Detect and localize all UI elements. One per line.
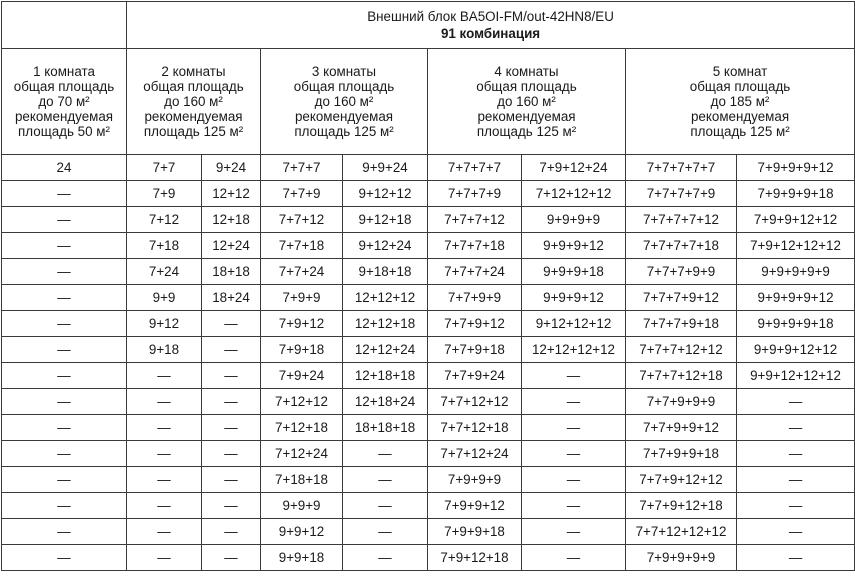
table-cell: — [2,337,127,363]
table-cell: 9+9+24 [343,155,428,181]
table-cell: 7+7+9+9+12 [626,415,737,441]
table-cell: — [522,493,626,519]
table-cell: 7+24 [127,259,202,285]
table-cell: 9+12+18 [343,207,428,233]
table-row [2,155,855,181]
table-row [2,285,855,311]
table-cell: — [2,415,127,441]
table-cell: 9+9+9+9+9 [737,259,855,285]
table-cell: — [737,493,855,519]
table-cell: — [2,519,127,545]
table-cell: 7+9+12+24 [522,155,626,181]
table-cell: 7+7+7+7+12 [626,207,737,233]
table-cell: 7+7+12+18 [428,415,522,441]
table-cell: 7+7+9+9+9 [626,389,737,415]
header-1-room [2,49,127,155]
table-cell: 7+7+18 [261,233,343,259]
table-body [2,155,855,571]
table-cell: 9+9+12+12+12 [737,363,855,389]
table-cell: 7+12+12 [261,389,343,415]
table-cell: 7+9+18 [261,337,343,363]
table-cell: — [522,415,626,441]
table-cell: 12+12+18 [343,311,428,337]
table-cell: 7+9+9+9+12 [737,155,855,181]
header-4-rooms-text: 4 комнаты общая площадь до 160 м² рекомендуемая площадь 125 м² [476,64,577,139]
table-row [2,389,855,415]
table-cell: 9+9+9+18 [522,259,626,285]
table-cell: — [127,467,202,493]
table-cell: 7+7+9+12 [428,311,522,337]
table-cell: — [737,467,855,493]
table-cell: 7+7+7+9 [428,181,522,207]
table-row [2,181,855,207]
table-row [2,259,855,285]
table-cell: 7+7+12+24 [428,441,522,467]
table-cell: 9+9+9+12 [522,233,626,259]
table-cell: 18+24 [202,285,261,311]
header-4-rooms [428,49,626,155]
table-cell: — [2,311,127,337]
table-cell: — [343,519,428,545]
table-cell: 9+12+12+12 [522,311,626,337]
table-cell: 18+18 [202,259,261,285]
table-cell: 7+18+18 [261,467,343,493]
table-cell: — [522,389,626,415]
corner-cell [2,2,127,49]
table-cell: 9+9 [127,285,202,311]
table-row [2,311,855,337]
table-cell: — [522,441,626,467]
table-cell: 7+7 [127,155,202,181]
table-cell: 7+9+12 [261,311,343,337]
table-cell: 7+7+7+18 [428,233,522,259]
header-5-rooms [626,49,855,155]
table-cell: 9+12 [127,311,202,337]
table-cell: — [202,441,261,467]
table-cell: 7+7+12+12+12 [626,519,737,545]
table-cell: 9+9+9+12 [522,285,626,311]
table-cell: 7+9+12+12+12 [737,233,855,259]
table-cell: 7+12+18 [261,415,343,441]
table-cell: — [2,259,127,285]
table-cell: — [202,493,261,519]
table-cell: 7+9+9+18 [428,519,522,545]
table-cell: 7+12 [127,207,202,233]
outdoor-unit-title: Внешний блок BA5OI-FM/out-42HN8/EU [367,9,614,24]
table-cell: 9+9+12 [261,519,343,545]
table-cell: — [202,337,261,363]
table-cell: 7+7+9+12+18 [626,493,737,519]
table-row [2,519,855,545]
title-row [2,2,855,49]
table-row [2,545,855,571]
table-cell: — [522,519,626,545]
table-cell: 9+9+9+9+18 [737,311,855,337]
table-cell: 7+7+7 [261,155,343,181]
table-row [2,493,855,519]
table-cell: — [737,415,855,441]
table-cell: 7+12+24 [261,441,343,467]
table-cell: — [522,363,626,389]
table-cell: 7+7+7+7 [428,155,522,181]
table-row [2,415,855,441]
table-cell: 12+12+12+12 [522,337,626,363]
header-row [2,49,855,155]
table-cell: 7+9+9+12+12 [737,207,855,233]
table-cell: 7+7+9+12+12 [626,467,737,493]
table-cell: — [127,389,202,415]
table-cell: 9+12+24 [343,233,428,259]
table-cell: — [343,441,428,467]
table-cell: — [343,467,428,493]
table-cell: 7+7+9+18 [428,337,522,363]
table-cell: 7+9+9+9+9 [626,545,737,571]
table-cell: — [2,545,127,571]
table-cell: 7+9+24 [261,363,343,389]
header-3-rooms-text: 3 комнаты общая площадь до 160 м² рекомендуемая площадь 125 м² [293,64,395,139]
table-cell: 9+18 [127,337,202,363]
table-cell: 12+12+24 [343,337,428,363]
table-row [2,337,855,363]
table-cell: 7+7+7+7+18 [626,233,737,259]
header-5-rooms-text: 5 комнат общая площадь до 185 м² рекомендуемая площадь 125 м² [689,64,791,139]
table-cell: 9+9+9+9 [522,207,626,233]
table-row [2,233,855,259]
header-1-room-text: 1 комната общая площадь до 70 м² рекомендуемая площадь 50 м² [13,64,115,139]
table-cell: — [2,207,127,233]
table-cell: — [202,363,261,389]
table-cell: — [737,389,855,415]
table-cell: 7+7+7+12+18 [626,363,737,389]
table-cell: 9+18+18 [343,259,428,285]
table-cell: — [202,415,261,441]
table-cell: — [127,519,202,545]
table-cell: — [2,181,127,207]
table-cell: — [202,467,261,493]
table-cell: — [2,363,127,389]
combinations-table [1,1,855,571]
table-cell: 7+7+7+9+12 [626,285,737,311]
table-cell: — [737,441,855,467]
table-cell: — [343,493,428,519]
header-2-rooms [127,49,261,155]
table-cell: — [202,311,261,337]
table-cell: 7+7+7+9+18 [626,311,737,337]
outdoor-unit-title-cell [127,2,855,49]
table-cell: 7+9 [127,181,202,207]
table-row [2,363,855,389]
table-cell: — [127,363,202,389]
table-cell: 7+7+9 [261,181,343,207]
table-cell: 7+7+9+9+18 [626,441,737,467]
table-cell: — [522,467,626,493]
table-cell: 7+7+7+12 [428,207,522,233]
table-cell: 7+9+9+9 [428,467,522,493]
table-cell: 9+9+18 [261,545,343,571]
table-cell: 7+7+24 [261,259,343,285]
table-cell: 9+24 [202,155,261,181]
table-cell: 7+7+7+12+12 [626,337,737,363]
table-cell: 12+24 [202,233,261,259]
table-cell: 12+18+24 [343,389,428,415]
table-cell: — [2,493,127,519]
table-cell: — [127,441,202,467]
table-cell: 7+9+9 [261,285,343,311]
table-row [2,207,855,233]
header-3-rooms [261,49,428,155]
table-cell: 9+9+9+9+12 [737,285,855,311]
table-cell: 12+12 [202,181,261,207]
table-cell: 7+7+9+9 [428,285,522,311]
table-cell: 7+9+9+9+18 [737,181,855,207]
table-cell: 9+9+9+12+12 [737,337,855,363]
table-cell: — [127,493,202,519]
table-cell: 7+7+7+7+7 [626,155,737,181]
table-cell: — [343,545,428,571]
table-cell: — [127,545,202,571]
table-cell: — [2,233,127,259]
table-cell: — [737,545,855,571]
table-cell: 7+9+12+18 [428,545,522,571]
table-cell: — [202,389,261,415]
table-cell: 12+18 [202,207,261,233]
table-row [2,467,855,493]
table-cell: — [202,519,261,545]
table-cell: 7+7+7+24 [428,259,522,285]
table-cell: 7+18 [127,233,202,259]
table-cell: — [737,519,855,545]
header-2-rooms-text: 2 комнаты общая площадь до 160 м² рекомендуемая площадь 125 м² [143,64,244,139]
table-cell: 7+7+12+12 [428,389,522,415]
table-cell: — [2,285,127,311]
table-cell: 24 [2,155,127,181]
table-cell: 7+7+7+7+9 [626,181,737,207]
table-cell: 7+12+12+12 [522,181,626,207]
table-cell: 9+9+9 [261,493,343,519]
table-cell: — [2,389,127,415]
table-cell: — [522,545,626,571]
table-row [2,441,855,467]
table-cell: — [202,545,261,571]
table-cell: 12+12+12 [343,285,428,311]
table-cell: 7+7+9+24 [428,363,522,389]
combinations-count: 91 комбинация [440,26,541,41]
table-cell: 18+18+18 [343,415,428,441]
table-cell: — [2,467,127,493]
table-cell: 7+7+12 [261,207,343,233]
table-cell: — [127,415,202,441]
table-cell: 9+12+12 [343,181,428,207]
table-cell: — [2,441,127,467]
table-cell: 7+7+7+9+9 [626,259,737,285]
table-cell: 7+9+9+12 [428,493,522,519]
table-cell: 12+18+18 [343,363,428,389]
